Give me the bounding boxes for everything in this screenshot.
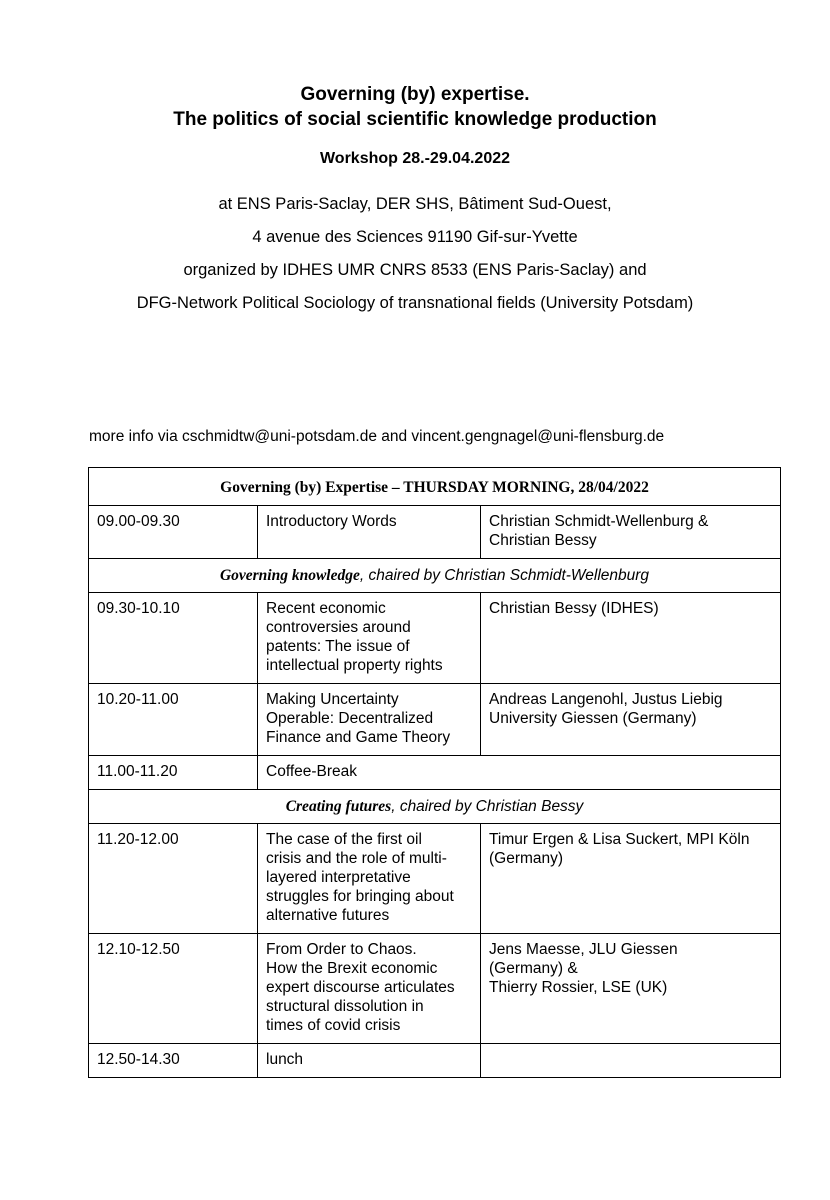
talk-line: lunch [266,1051,304,1068]
speaker-line: (Germany) & [489,960,578,977]
talk-line: controversies around [266,619,411,636]
talk-line: alternative futures [266,907,390,924]
speaker-cell [481,824,781,934]
speaker-cell [481,934,781,1044]
talk-line: Recent economic [266,600,386,617]
speaker-line: Thierry Rossier, LSE (UK) [489,979,668,996]
time-cell: 09.00-09.30 [89,506,258,559]
talk-line: expert discourse articulates [266,979,455,996]
speaker-line: Christian Bessy [489,532,597,549]
speaker-line: Christian Schmidt-Wellenburg & [489,513,709,530]
speaker-cell [481,1044,781,1078]
section-heading [89,790,781,824]
table-row [89,756,781,790]
table-header: Governing (by) Expertise – THURSDAY MORNING, 28/04/2022 [89,468,781,506]
talk-cell [258,506,481,559]
talk-line: times of covid crisis [266,1017,401,1034]
time-cell: 09.30-10.10 [89,593,258,684]
table-row [89,506,781,559]
talk-cell [258,684,481,756]
speaker-cell [481,506,781,559]
talk-line: intellectual property rights [266,657,443,674]
document-title-line-1: Governing (by) expertise. [300,84,530,105]
document-title-line-2: The politics of social scientific knowledge production [173,109,657,130]
talk-line: crisis and the role of multi- [266,850,447,867]
table-row [89,1044,781,1078]
speaker-cell [481,684,781,756]
time-cell: 12.50-14.30 [89,1044,258,1078]
table-row [89,824,781,934]
speaker-line: Timur Ergen & Lisa Suckert, MPI Köln [489,831,750,848]
speaker-line: Andreas Langenohl, Justus Liebig [489,691,723,708]
talk-line: patents: The issue of [266,638,410,655]
talk-cell [258,824,481,934]
talk-line: Operable: Decentralized [266,710,434,727]
workshop-dates: Workshop 28.-29.04.2022 [319,150,511,167]
section-heading [89,559,781,593]
venue-line-2: 4 avenue des Sciences 91190 Gif-sur-Yvette [252,228,578,246]
schedule-table [88,467,781,1078]
section-row [89,559,781,593]
table-header-row [89,468,781,506]
talk-cell [258,934,481,1044]
talk-line: Introductory Words [266,513,397,530]
talk-line: structural dissolution in [266,998,424,1015]
talk-cell [258,1044,481,1078]
talk-cell [258,593,481,684]
contact-info: more info via cschmidtw@uni-potsdam.de and vincent.gengnagel@uni-flensburg.de [89,428,665,445]
section-chair: , chaired by Christian Schmidt-Wellenburg [359,567,650,584]
talk-line: Making Uncertainty [266,691,399,708]
table-row [89,934,781,1044]
talk-line: layered interpretative [266,869,411,886]
section-title: Creating futures [285,798,392,815]
table-row [89,684,781,756]
talk-line: Finance and Game Theory [266,729,451,746]
speaker-line: (Germany) [489,850,564,867]
organizer-line-1: organized by IDHES UMR CNRS 8533 (ENS Paris-Saclay) and [183,261,647,279]
section-row [89,790,781,824]
section-title: Governing knowledge [219,567,360,584]
time-cell: 11.20-12.00 [89,824,258,934]
speaker-line: Jens Maesse, JLU Giessen [489,941,678,958]
speaker-cell [481,593,781,684]
talk-line: struggles for bringing about [266,888,454,905]
venue-line-1: at ENS Paris-Saclay, DER SHS, Bâtiment Sud-Ouest, [218,195,612,213]
table-row [89,593,781,684]
organizer-line-2: DFG-Network Political Sociology of transnational fields (University Potsdam) [136,294,694,312]
break-cell: Coffee-Break [258,756,781,790]
talk-line: How the Brexit economic [266,960,438,977]
time-cell: 12.10-12.50 [89,934,258,1044]
talk-line: From Order to Chaos. [266,941,417,958]
speaker-line: University Giessen (Germany) [489,710,697,727]
talk-line: The case of the first oil [266,831,422,848]
speaker-line: Christian Bessy (IDHES) [489,600,659,617]
section-chair: , chaired by Christian Bessy [391,798,584,815]
time-cell: 11.00-11.20 [89,756,258,790]
time-cell: 10.20-11.00 [89,684,258,756]
